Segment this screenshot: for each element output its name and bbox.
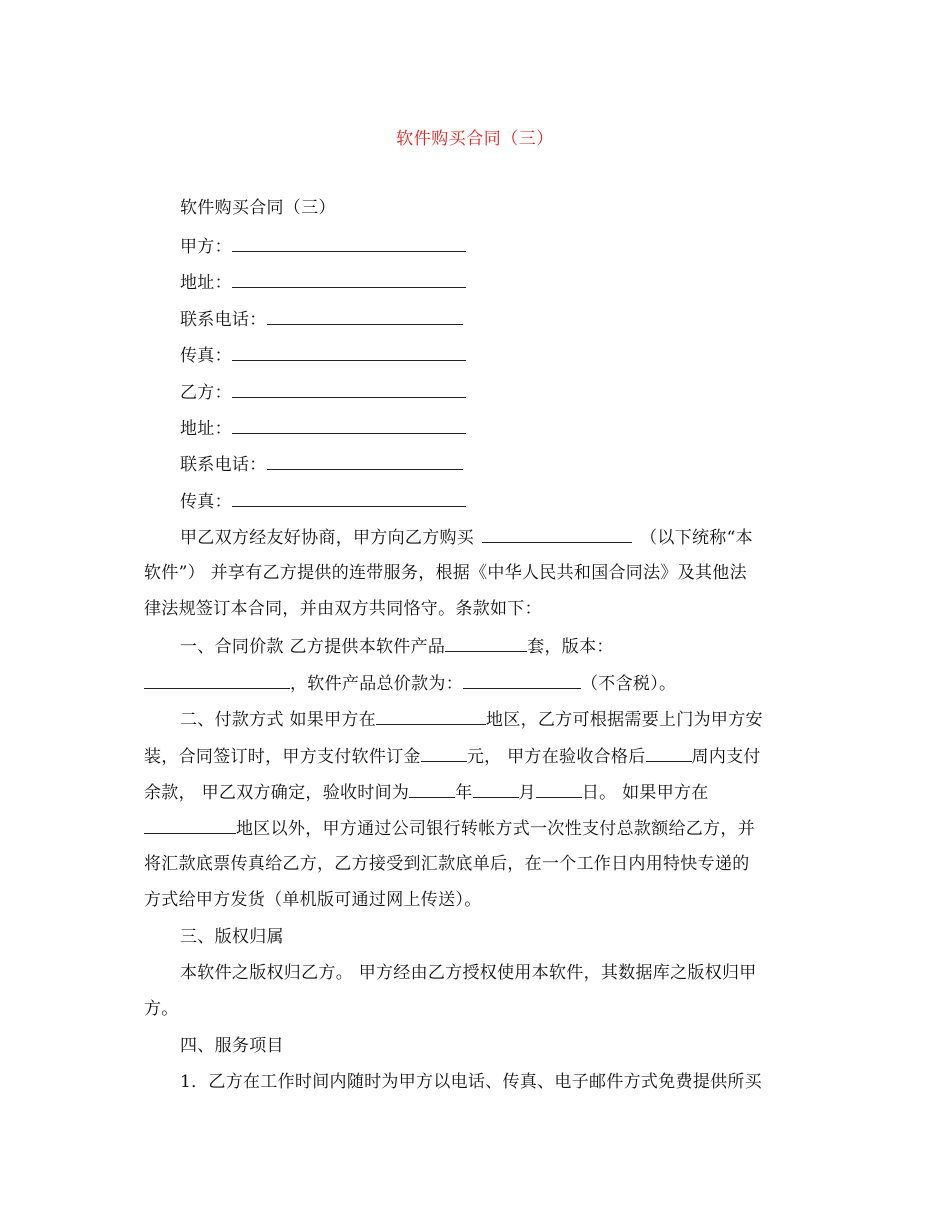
blank-line xyxy=(376,706,486,725)
body-heading: 软件购买合同（三） xyxy=(180,198,336,218)
paragraph-line: 本软件之版权归乙方。 甲方经由乙方授权使用本软件，其数据库之版权归甲 xyxy=(180,963,757,983)
blank-line xyxy=(646,743,692,762)
address-b-field: 地址： xyxy=(180,415,814,441)
blank-line xyxy=(463,670,581,689)
document-title: 软件购买合同（三） xyxy=(396,129,554,149)
blank-line xyxy=(267,451,463,470)
fax-a-field: 传真： xyxy=(180,342,814,368)
blank-line xyxy=(232,233,466,252)
blank-line xyxy=(232,379,466,398)
blank-line xyxy=(267,306,463,325)
blank-line xyxy=(232,488,466,507)
paragraph-line: 装，合同签订时，甲方支付软件订金 元， 甲方在验收合格后 周内支付 xyxy=(144,743,814,769)
party-b-field: 乙方： xyxy=(180,379,814,405)
clause-copyright: 三、版权归属 xyxy=(180,927,284,947)
clause-payment: 二、付款方式 如果甲方在 地区，乙方可根据需要上门为甲方安 xyxy=(180,706,814,732)
paragraph-line: 将汇款底票传真给乙方，乙方接受到汇款底单后，在一个工作日内用特快专递的 xyxy=(144,854,750,874)
blank-line xyxy=(144,815,236,834)
blank-line xyxy=(144,670,290,689)
blank-line xyxy=(232,342,466,361)
blank-line xyxy=(536,779,582,798)
blank-line xyxy=(409,779,455,798)
paragraph-line: 甲乙双方经友好协商，甲方向乙方购买 （以下统称“本 xyxy=(180,524,814,550)
fax-b-field: 传真： xyxy=(180,488,814,514)
blank-line xyxy=(232,269,466,288)
blank-line xyxy=(473,779,519,798)
blank-line xyxy=(445,633,527,652)
clause-price: 一、合同价款 乙方提供本软件产品 套，版本： xyxy=(180,633,814,659)
paragraph-line: 律法规签订本合同，并由双方共同恪守。条款如下： xyxy=(144,599,542,619)
paragraph-line: 地区以外，甲方通过公司银行转帐方式一次性支付总款额给乙方，并 xyxy=(144,815,814,841)
party-a-field: 甲方： xyxy=(180,233,814,259)
paragraph-line: 方式给甲方发货（单机版可通过网上传送）。 xyxy=(144,890,482,910)
paragraph-line: 方。 xyxy=(144,999,179,1019)
paragraph-line: 软件”） 并享有乙方提供的连带服务，根据《中华人民共和国合同法》及其他法 xyxy=(144,563,747,583)
paragraph-line: 余款， 甲乙双方确定，验收时间为 年 月 日。 如果甲方在 xyxy=(144,779,814,805)
blank-line xyxy=(421,743,467,762)
phone-b-field: 联系电话： xyxy=(180,451,814,477)
blank-line xyxy=(482,524,632,543)
phone-a-field: 联系电话： xyxy=(180,306,814,332)
paragraph-line: 1．乙方在工作时间内随时为甲方以电话、传真、电子邮件方式免费提供所买 xyxy=(180,1072,763,1092)
blank-line xyxy=(232,415,466,434)
paragraph-line: ，软件产品总价款为： （不含税）。 xyxy=(144,670,814,696)
address-a-field: 地址： xyxy=(180,269,814,295)
clause-services: 四、服务项目 xyxy=(180,1036,284,1056)
